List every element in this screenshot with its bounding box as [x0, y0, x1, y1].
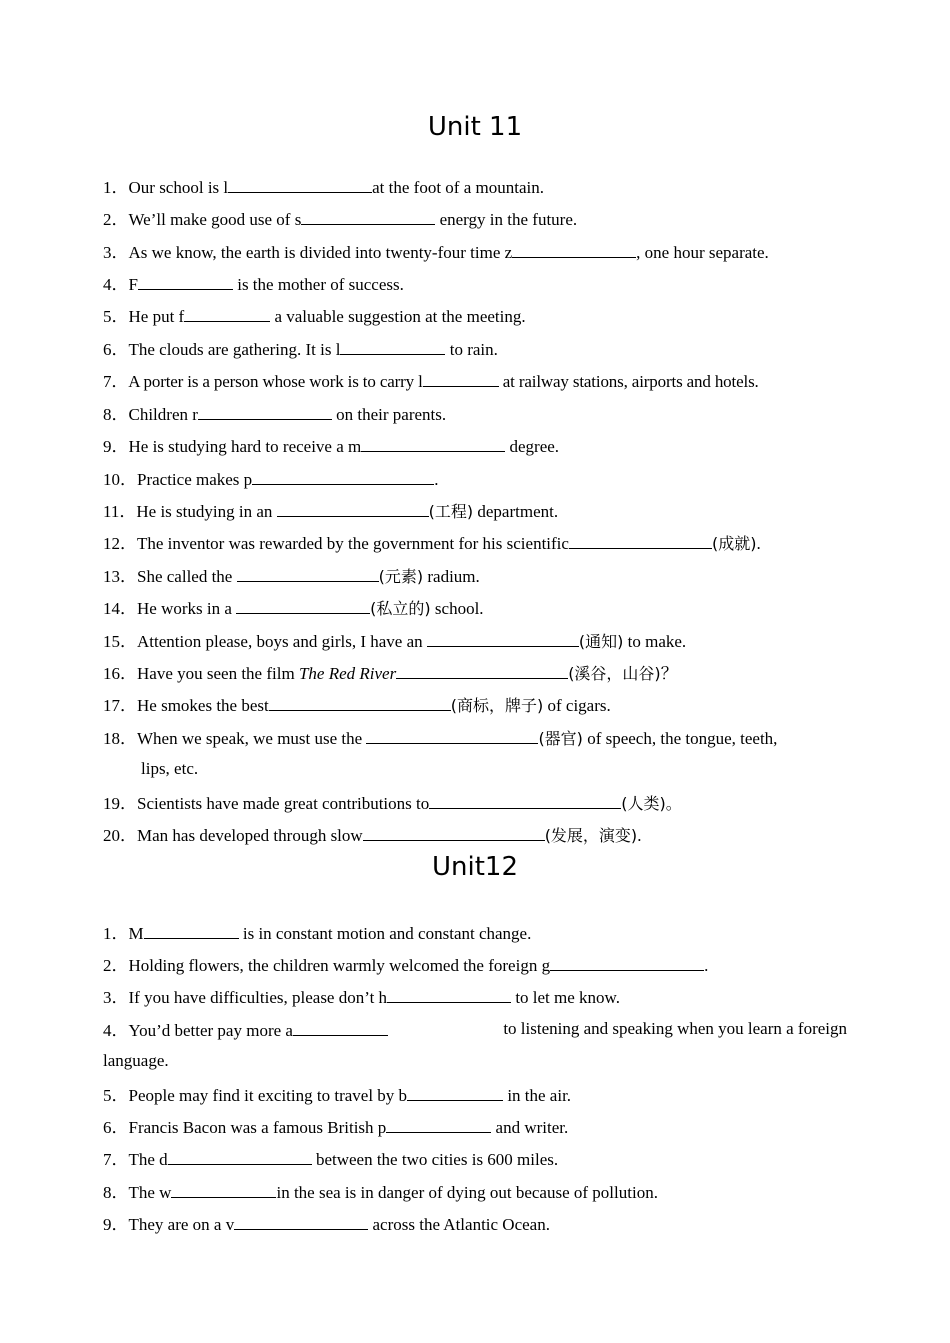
answer-blank[interactable]	[361, 433, 505, 452]
chinese-hint: (商标，牌子)	[450, 696, 544, 715]
u11-item-6: 6．The clouds are gathering. It is l to rain.	[103, 336, 847, 360]
u11-item-17: 17．He smokes the best (商标，牌子) of cigars.	[103, 692, 847, 716]
u12-item-3: 3．If you have difficulties, please don’t h to let me know.	[103, 984, 847, 1008]
answer-blank[interactable]	[550, 952, 704, 971]
answer-blank[interactable]	[363, 822, 545, 841]
u12-item-2: 2．Holding flowers, the children warmly welcomed the foreign g .	[103, 952, 847, 976]
answer-blank[interactable]	[423, 368, 499, 387]
chinese-hint: (私立的)	[370, 599, 431, 618]
answer-blank[interactable]	[269, 692, 451, 711]
u12-item-7: 7．The d between the two cities is 600 miles.	[103, 1146, 847, 1170]
answer-blank[interactable]	[427, 628, 579, 647]
answer-blank[interactable]	[236, 595, 370, 614]
answer-blank[interactable]	[407, 1082, 503, 1101]
answer-blank[interactable]	[168, 1146, 312, 1165]
u11-item-20: 20．Man has developed through slow (发展，演变).	[103, 822, 847, 846]
u12-item-6: 6．Francis Bacon was a famous British p and writer.	[103, 1114, 847, 1138]
u11-item-15: 15．Attention please, boys and girls, I have an (通知) to make.	[103, 628, 847, 652]
answer-blank[interactable]	[252, 466, 434, 485]
u11-item-19: 19．Scientists have made great contributions to (人类)。	[103, 790, 847, 814]
u11-item-8: 8．Children r on their parents.	[103, 401, 847, 425]
chinese-hint: (工程)	[428, 502, 474, 521]
answer-blank[interactable]	[569, 530, 712, 549]
answer-blank[interactable]	[171, 1179, 276, 1198]
answer-blank[interactable]	[198, 401, 332, 420]
u11-item-9: 9．He is studying hard to receive a m degree.	[103, 433, 847, 457]
u12-item-5: 5．People may find it exciting to travel by b in the air.	[103, 1082, 847, 1106]
chinese-hint: (发展，演变)	[544, 826, 638, 845]
answer-blank[interactable]	[301, 206, 435, 225]
u11-item-2: 2．We’ll make good use of s energy in the future.	[103, 206, 847, 230]
answer-blank[interactable]	[512, 239, 636, 258]
u11-item-4: 4．F is the mother of success.	[103, 271, 847, 295]
unit-12-title: Unit12	[431, 852, 518, 882]
answer-blank[interactable]	[429, 790, 621, 809]
chinese-hint: (器官)	[538, 729, 583, 748]
u12-item-9: 9．They are on a v across the Atlantic Ocean.	[103, 1211, 847, 1235]
u11-item-16: 16．Have you seen the film The Red River (溪谷，山谷)？	[103, 660, 847, 684]
film-title: The Red River	[298, 664, 397, 683]
chinese-hint: (通知)	[578, 632, 624, 651]
u11-item-13: 13．She called the (元素) radium.	[103, 563, 847, 587]
u11-item-12: 12．The inventor was rewarded by the government for his scientific (成就).	[103, 530, 847, 554]
u12-item-1: 1．M is in constant motion and constant change.	[103, 920, 847, 944]
answer-blank[interactable]	[234, 1211, 368, 1230]
answer-blank[interactable]	[237, 563, 379, 582]
answer-blank[interactable]	[387, 984, 511, 1003]
answer-blank[interactable]	[138, 271, 233, 290]
chinese-hint: (溪谷，山谷)	[568, 664, 661, 683]
u11-item-3: 3．As we know, the earth is divided into twenty-four time z , one hour separate.	[103, 239, 847, 263]
u11-item-14: 14．He works in a (私立的) school.	[103, 595, 847, 619]
answer-blank[interactable]	[228, 174, 372, 193]
u11-item-1: 1．Our school is l at the foot of a mountain.	[103, 174, 847, 198]
u12-item-8: 8．The w in the sea is in danger of dying out because of pollution.	[103, 1179, 847, 1203]
answer-blank[interactable]	[366, 725, 538, 744]
answer-blank[interactable]	[144, 920, 239, 939]
u11-item-7: 7．A porter is a person whose work is to carry l at railway stations, airports and hotels.	[103, 368, 847, 392]
u11-item-5: 5．He put f a valuable suggestion at the meeting.	[103, 303, 847, 327]
answer-blank[interactable]	[277, 498, 429, 517]
answer-blank[interactable]	[386, 1114, 491, 1133]
u12-item-4: 4．You’d better pay more a to listening and speaking when you learn a foreign	[103, 1019, 847, 1040]
chinese-hint: (元素)	[378, 567, 424, 586]
unit-11-title: Unit 11	[427, 112, 523, 142]
answer-blank[interactable]	[396, 660, 568, 679]
u11-item-18-cont: lips, etc.	[141, 759, 199, 778]
answer-blank[interactable]	[340, 336, 445, 355]
u11-item-10: 10．Practice makes p .	[103, 466, 847, 490]
u11-item-18: 18．When we speak, we must use the (器官) of speech, the tongue, teeth,	[103, 725, 847, 749]
chinese-hint: (成就)	[711, 534, 757, 553]
u12-item-4-cont: language.	[103, 1051, 169, 1070]
answer-blank[interactable]	[293, 1017, 388, 1036]
u11-item-11: 11．He is studying in an (工程) department.	[103, 498, 847, 522]
answer-blank[interactable]	[184, 303, 270, 322]
chinese-hint: (人类)。	[621, 794, 682, 813]
